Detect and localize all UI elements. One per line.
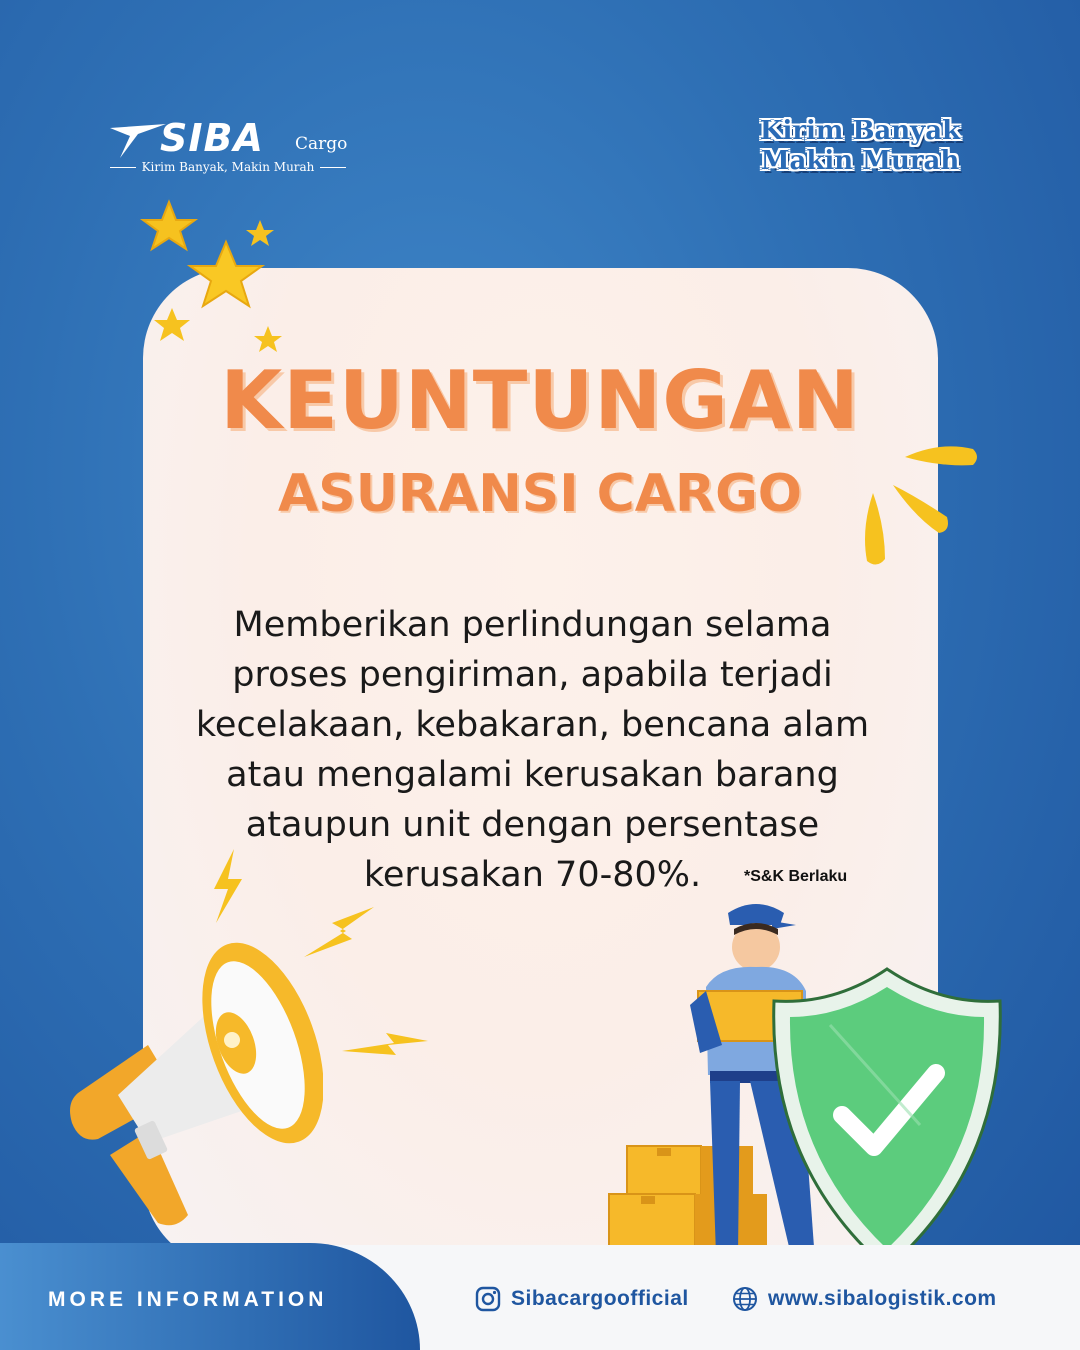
star-icon: [143, 202, 195, 249]
star-icon: [190, 242, 262, 306]
globe-icon: [732, 1286, 758, 1312]
slogan-line-1: Kirim Banyak: [759, 116, 961, 146]
instagram-link[interactable]: [475, 1286, 689, 1312]
body-text: Memberikan perlindungan selama proses pengiriman, apabila terjadi kecelakaan, kebakaran, bencana alam atau mengalami kerusakan barang ataupun unit dengan persentase kerusakan 70-80%.: [195, 605, 870, 895]
star-icon: [254, 326, 282, 352]
brand-logo[interactable]: [108, 118, 358, 182]
headline-title: KEUNTUNGAN: [220, 354, 860, 447]
terms-note: *S&K Berlaku: [744, 868, 848, 885]
shield-check-icon: [770, 965, 1005, 1275]
stars-decoration: [138, 198, 288, 358]
instagram-handle: Sibacargoofficial: [511, 1287, 689, 1310]
slogan-badge: [752, 116, 968, 176]
swoosh-icon: [108, 120, 168, 160]
star-icon: [154, 308, 190, 341]
instagram-icon: [475, 1286, 501, 1312]
brand-suffix: Cargo: [295, 134, 348, 154]
website-url: www.sibalogistik.com: [768, 1287, 997, 1310]
headline-subtitle: ASURANSI CARGO: [278, 464, 802, 524]
website-link[interactable]: [732, 1286, 997, 1312]
slogan-line-2: Makin Murah: [760, 146, 960, 176]
brand-name: SIBA: [160, 116, 264, 160]
star-icon: [246, 220, 274, 246]
brand-tagline: Kirim Banyak, Makin Murah: [108, 160, 348, 174]
more-information-label: MORE INFORMATION: [48, 1288, 328, 1311]
megaphone-icon: [58, 925, 323, 1235]
